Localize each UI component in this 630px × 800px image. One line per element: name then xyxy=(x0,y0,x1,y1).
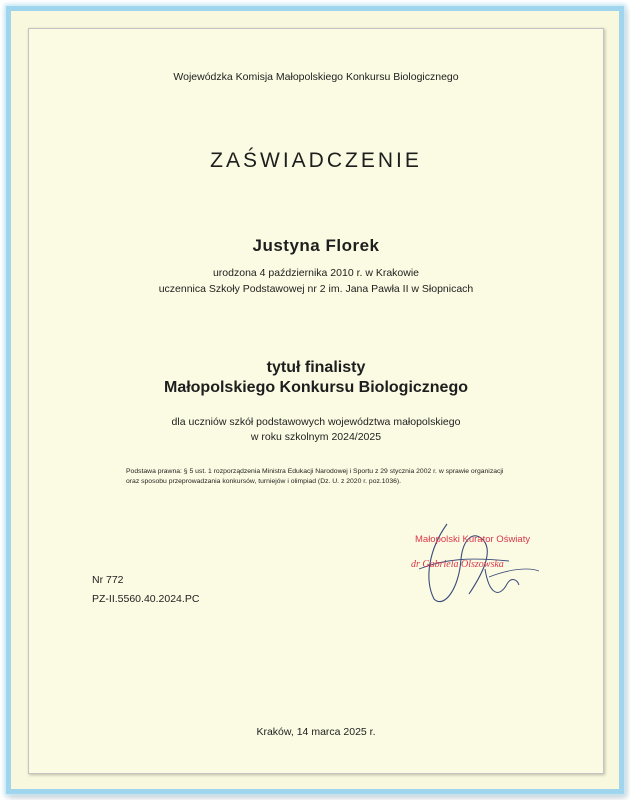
school-info: uczennica Szkoły Podstawowej nr 2 im. Jana Pawła II w Słopnicach xyxy=(158,283,474,295)
award-description-line1: dla uczniów szkół podstawowych województwa małopolskiego xyxy=(171,416,461,428)
issuer-header: Wojewódzka Komisja Małopolskiego Konkursu Biologicznego xyxy=(173,71,459,83)
award-title: tytuł finalisty xyxy=(266,359,366,376)
award-description-line2: w roku szkolnym 2024/2025 xyxy=(250,431,382,443)
recipient-name: Justyna Florek xyxy=(252,236,380,255)
certificate-number: Nr 772 xyxy=(92,574,124,586)
legal-basis-line1: Podstawa prawna: § 5 ust. 1 rozporządzenia Ministra Edukacji Narodowej i Sportu z 29 stycznia 2002 r. w sprawie organizacji xyxy=(126,468,504,475)
competition-name: Małopolskiego Konkursu Biologicznego xyxy=(163,379,468,396)
handwritten-signature xyxy=(389,499,539,614)
legal-basis xyxy=(126,467,546,487)
legal-basis-line2: oraz sposobu przeprowadzania konkursów, turniejów i olimpiad (Dz. U. z 2020 r. poz.1036). xyxy=(126,478,402,485)
certificate-page xyxy=(28,28,604,774)
birth-info: urodzona 4 października 2010 r. w Krakowie xyxy=(212,267,420,279)
stamp-title: Małopolski Kurator Oświaty xyxy=(415,534,531,545)
document-title: ZAŚWIADCZENIE xyxy=(210,149,422,172)
stamp-name: dr Gabriela Olszowska xyxy=(411,559,504,570)
reference-code: PZ-II.5560.40.2024.PC xyxy=(92,593,200,605)
place-and-date: Kraków, 14 marca 2025 r. xyxy=(256,726,376,738)
